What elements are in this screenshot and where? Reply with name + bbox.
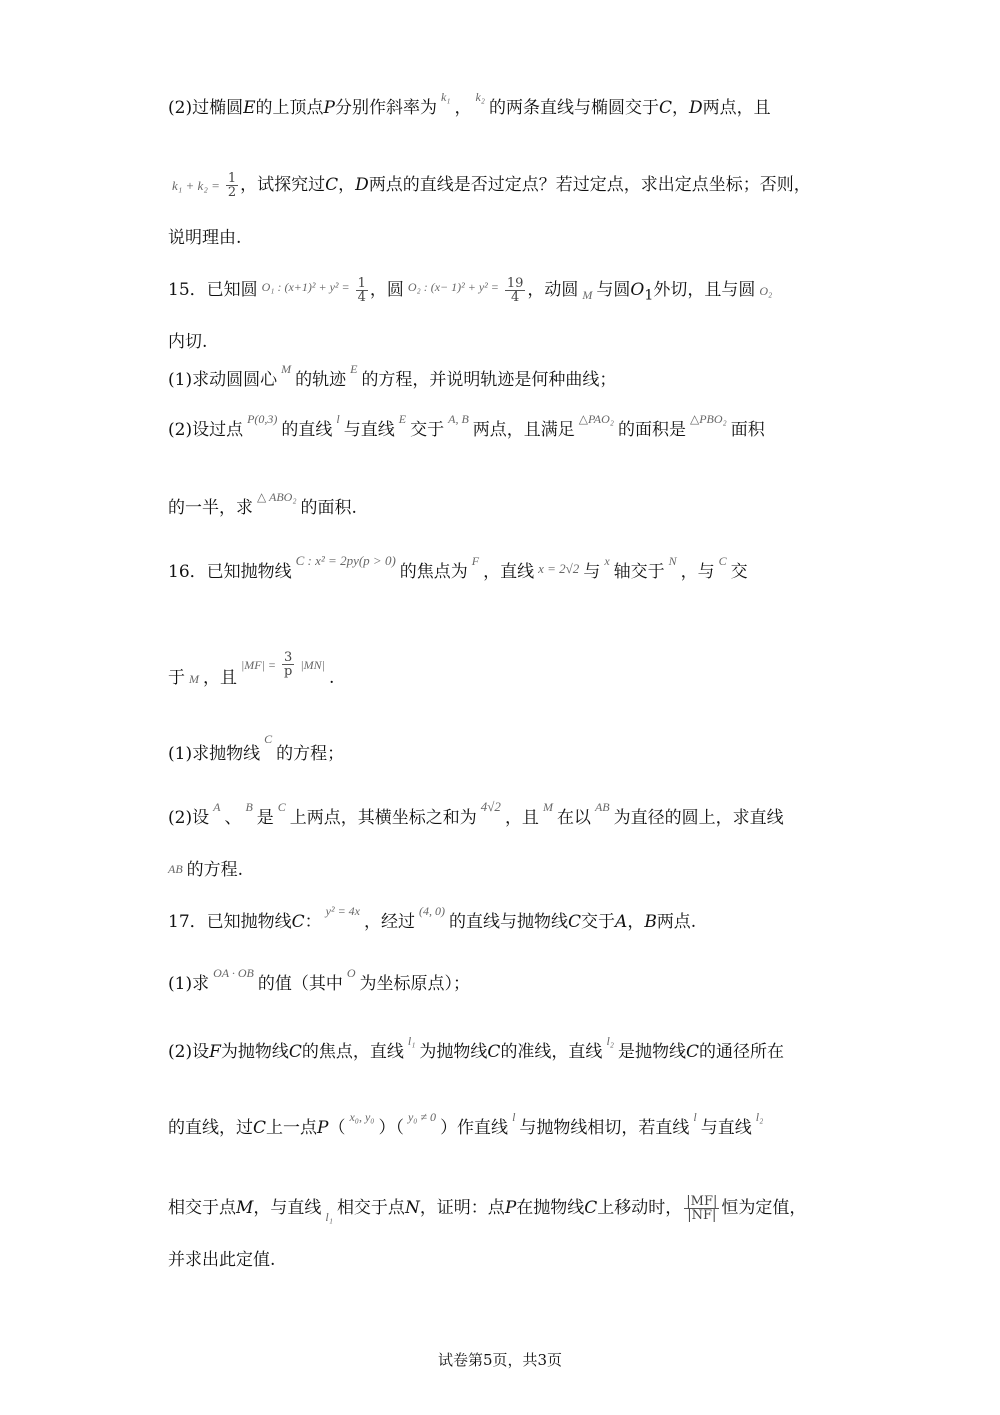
fraction: $\frac{1}{4}$ bbox=[357, 276, 366, 305]
q16-line5: AB 的方程. bbox=[168, 860, 244, 880]
q15-line4: (2)设过点P(0,3)的直线l与直线E交于A, B两点，且满足△PAO₂的面积是△PBO₂面积 bbox=[168, 412, 765, 440]
q17-line3: (2)设F为抛物线C的焦点，直线l₁为抛物线C的准线，直线l₂是抛物线C的通径所在 bbox=[168, 1034, 784, 1062]
page-footer: 试卷第5页，共3页 bbox=[437, 1351, 563, 1369]
q15-line3: (1)求动圆圆心M的轨迹E的方程，并说明轨迹是何种曲线； bbox=[168, 362, 617, 390]
fraction: $\frac{19}{4}$ bbox=[506, 276, 524, 305]
q17-line6: 并求出此定值. bbox=[168, 1250, 276, 1270]
q17-line4: 的直线，过C上一点P（x₀, y₀）（y₀ ≠ 0）作直线l与抛物线相切，若直线l与直线l₂ bbox=[168, 1110, 764, 1138]
fraction: $\frac{3}{p}$ bbox=[284, 650, 293, 679]
q16-line4: (2)设A、B是C上两点，其横坐标之和为4√2，且M在以AB为直径的圆上，求直线 bbox=[168, 799, 784, 828]
q16-line1: 16．已知抛物线C : x² = 2py(p > 0)的焦点为F，直线 x = 2√2 与x轴交于N，与C交 bbox=[168, 553, 748, 582]
q17-line1: 17．已知抛物线C：y² = 4x，经过(4, 0)的直线与抛物线C交于A，B两点. bbox=[168, 904, 697, 932]
fraction: $\frac{1}{2}$ bbox=[227, 171, 237, 200]
q17-line2: (1)求OA · OB的值（其中O为坐标原点）； bbox=[168, 966, 471, 994]
q15-line5: 的一半，求△ ABO₂的面积. bbox=[168, 490, 357, 518]
q16-line3: (1)求抛物线C的方程； bbox=[168, 732, 345, 764]
q15-line1: 15．已知圆 O₁ : (x+1)² + y² = $\frac{1}{4}$ ，圆 O₂ : (x− 1)² + y² = $\frac{19}{4}$ ，动圆 M 与圆$O_1$外切，且与圆 O₂ bbox=[168, 276, 773, 305]
q15-line2: 内切. bbox=[168, 332, 208, 352]
fraction: $\frac{|MF|}{|NF|}$ bbox=[686, 1194, 718, 1223]
q14-line1: (2)过椭圆E的上顶点P分别作斜率为k₁，k₂的两条直线与椭圆交于C，D两点，且 bbox=[168, 90, 771, 118]
q16-line2: 于 M ，且|MF| = $\frac{3}{p}$ |MN|. bbox=[168, 650, 335, 688]
q14-line3: 说明理由. bbox=[168, 228, 242, 248]
q17-line5: 相交于点M，与直线 l₁ 相交于点N，证明：点P在抛物线C上移动时， $\frac{|MF|}{|NF|}$ 恒为定值， bbox=[168, 1194, 807, 1224]
q14-line2: k₁ + k₂ = $\frac{1}{2}$ ，试探究过C，D两点的直线是否过定点？若过定点，求出定点坐标；否则， bbox=[172, 171, 811, 200]
